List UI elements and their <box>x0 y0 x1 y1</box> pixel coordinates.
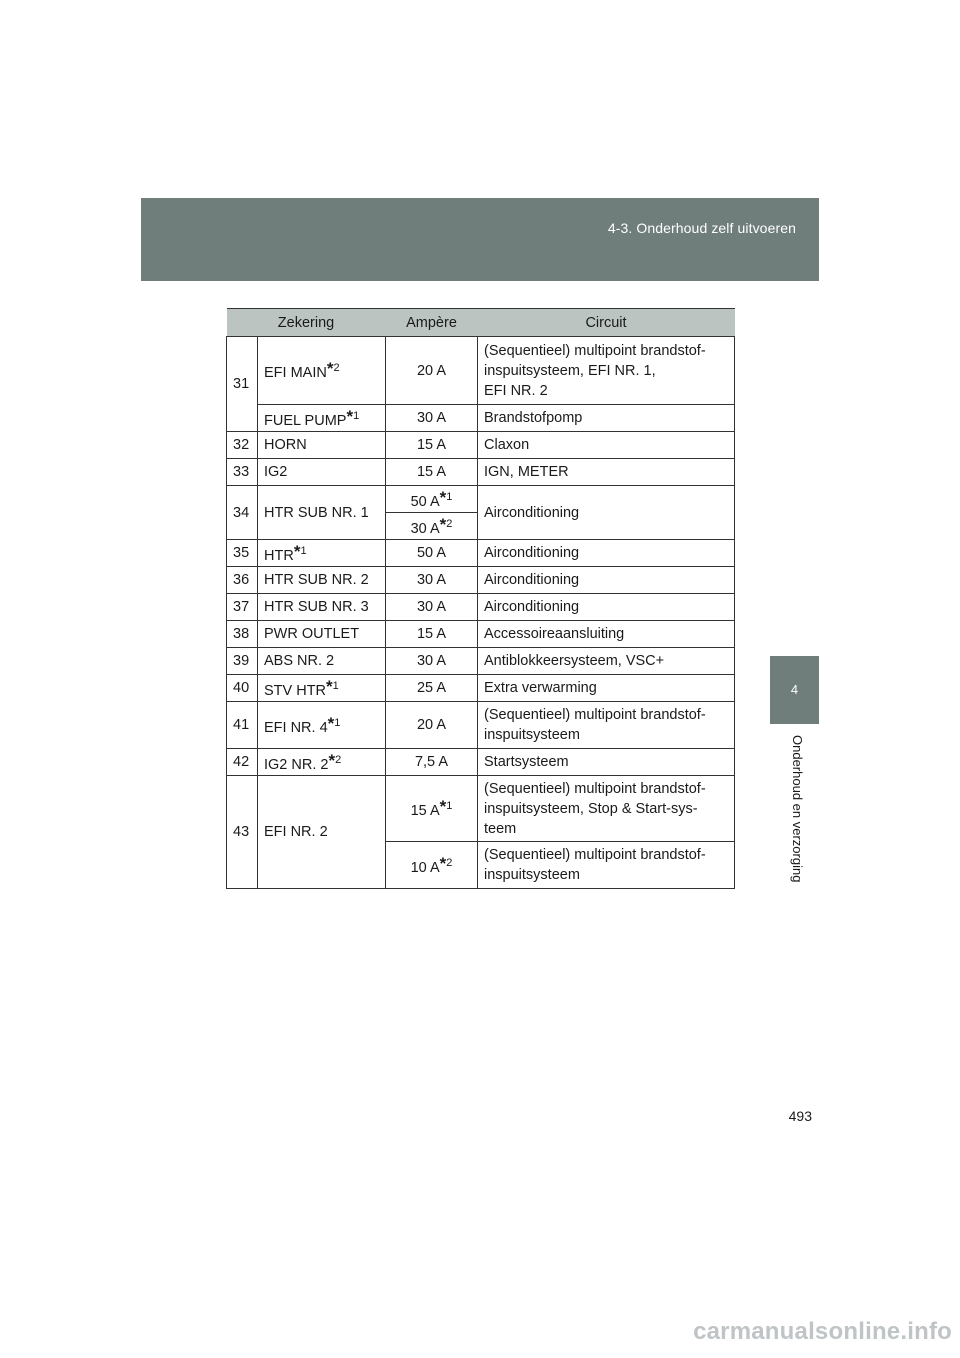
footnote-marker: *2 <box>326 359 340 379</box>
fuse-ampere: 15 A <box>386 621 478 648</box>
fuse-circuit: Airconditioning <box>478 486 735 540</box>
fuse-name: FUEL PUMP$^{*1}$ <box>258 405 386 432</box>
chapter-tab <box>770 656 819 724</box>
table-row <box>227 594 735 621</box>
table-row <box>227 621 735 648</box>
fuse-name: PWR OUTLET <box>258 621 386 648</box>
fuse-circuit: Startsysteem <box>478 749 735 776</box>
fuse-number: 35 <box>227 540 258 567</box>
fuse-number: 43 <box>227 776 258 889</box>
chapter-number: 4 <box>790 682 799 697</box>
fuse-ampere: 7,5 A <box>386 749 478 776</box>
fuse-ampere: 15 A <box>386 459 478 486</box>
fuse-ampere: 50 A$^{*1}$ <box>386 486 478 513</box>
fuse-circuit: IGN, METER <box>478 459 735 486</box>
column-header-ampere: Ampère <box>386 309 478 337</box>
fuse-number: 42 <box>227 749 258 776</box>
fuse-name: IG2 <box>258 459 386 486</box>
fuse-ampere: 50 A <box>386 540 478 567</box>
fuse-name: IG2 NR. 2$^{*2}$ <box>258 749 386 776</box>
footnote-marker: *2 <box>328 750 342 770</box>
fuse-name: HTR SUB NR. 1 <box>258 486 386 540</box>
footnote-marker: *1 <box>293 541 307 561</box>
fuse-circuit: Airconditioning <box>478 540 735 567</box>
table-row <box>227 486 735 513</box>
table-row <box>227 648 735 675</box>
fuse-number: 32 <box>227 432 258 459</box>
footnote-marker: *1 <box>326 676 339 696</box>
chapter-label: Onderhoud en verzorging <box>790 735 805 883</box>
fuse-circuit: (Sequentieel) multipoint brandstof- inspuitsysteem <box>478 702 735 749</box>
fuse-circuit: Extra verwarming <box>478 675 735 702</box>
fuse-ampere: 30 A$^{*2}$ <box>386 513 478 540</box>
fuse-number: 31 <box>227 337 258 432</box>
footnote-marker: *1 <box>327 713 341 733</box>
fuse-name: HORN <box>258 432 386 459</box>
fuse-name: EFI NR. 4$^{*1}$ <box>258 702 386 749</box>
footnote-marker: *2 <box>439 514 453 534</box>
table-row <box>227 702 735 749</box>
fuse-number: 41 <box>227 702 258 749</box>
fuse-circuit: Airconditioning <box>478 594 735 621</box>
table-row <box>227 337 735 405</box>
fuse-name: HTR SUB NR. 2 <box>258 567 386 594</box>
fuse-name: HTR SUB NR. 3 <box>258 594 386 621</box>
fuse-circuit: Claxon <box>478 432 735 459</box>
fuse-number: 36 <box>227 567 258 594</box>
fuse-circuit: (Sequentieel) multipoint brandstof- inspuitsysteem <box>478 842 735 889</box>
fuse-ampere: 30 A <box>386 594 478 621</box>
fuse-circuit: Antiblokkeersysteem, VSC+ <box>478 648 735 675</box>
fuse-number: 38 <box>227 621 258 648</box>
table-row <box>227 540 735 567</box>
fuse-ampere: 30 A <box>386 405 478 432</box>
footnote-marker: *1 <box>439 797 453 817</box>
fuse-ampere: 20 A <box>386 702 478 749</box>
fuse-number: 40 <box>227 675 258 702</box>
section-title: 4-3. Onderhoud zelf uitvoeren <box>607 220 796 236</box>
fuse-circuit: Brandstofpomp <box>478 405 735 432</box>
fuse-name: ABS NR. 2 <box>258 648 386 675</box>
table-header-row <box>227 309 735 337</box>
fuse-number: 33 <box>227 459 258 486</box>
watermark: carmanualsonline.info <box>693 1318 952 1345</box>
fuse-ampere: 25 A <box>386 675 478 702</box>
fuse-table <box>226 308 735 889</box>
page-number: 493 <box>788 1108 812 1124</box>
fuse-circuit: (Sequentieel) multipoint brandstof- inspuitsysteem, Stop & Start-sys- teem <box>478 776 735 842</box>
fuse-ampere: 20 A <box>386 337 478 405</box>
fuse-ampere: 30 A <box>386 648 478 675</box>
fuse-ampere: 15 A <box>386 432 478 459</box>
header-band <box>141 198 819 281</box>
table-row <box>227 459 735 486</box>
footnote-marker: *2 <box>439 853 453 873</box>
fuse-ampere: 10 A$^{*2}$ <box>386 842 478 889</box>
table-row <box>227 749 735 776</box>
fuse-number: 34 <box>227 486 258 540</box>
table-row <box>227 776 735 842</box>
fuse-number: 39 <box>227 648 258 675</box>
fuse-name: EFI NR. 2 <box>258 776 386 889</box>
fuse-ampere: 15 A$^{*1}$ <box>386 776 478 842</box>
table-row <box>227 675 735 702</box>
column-header-circuit: Circuit <box>478 309 735 337</box>
table-row <box>227 405 735 432</box>
footnote-marker: *1 <box>346 406 360 426</box>
footnote-marker: *1 <box>439 487 453 507</box>
fuse-circuit: (Sequentieel) multipoint brandstof- inspuitsysteem, EFI NR. 1, EFI NR. 2 <box>478 337 735 405</box>
fuse-ampere: 30 A <box>386 567 478 594</box>
fuse-name: STV HTR$^{*1}$ <box>258 675 386 702</box>
fuse-name: HTR$^{*1}$ <box>258 540 386 567</box>
table-row <box>227 432 735 459</box>
fuse-name: EFI MAIN$^{*2}$ <box>258 337 386 405</box>
table-row <box>227 567 735 594</box>
fuse-circuit: Airconditioning <box>478 567 735 594</box>
column-header-zekering: Zekering <box>227 309 386 337</box>
fuse-number: 37 <box>227 594 258 621</box>
fuse-circuit: Accessoireaansluiting <box>478 621 735 648</box>
